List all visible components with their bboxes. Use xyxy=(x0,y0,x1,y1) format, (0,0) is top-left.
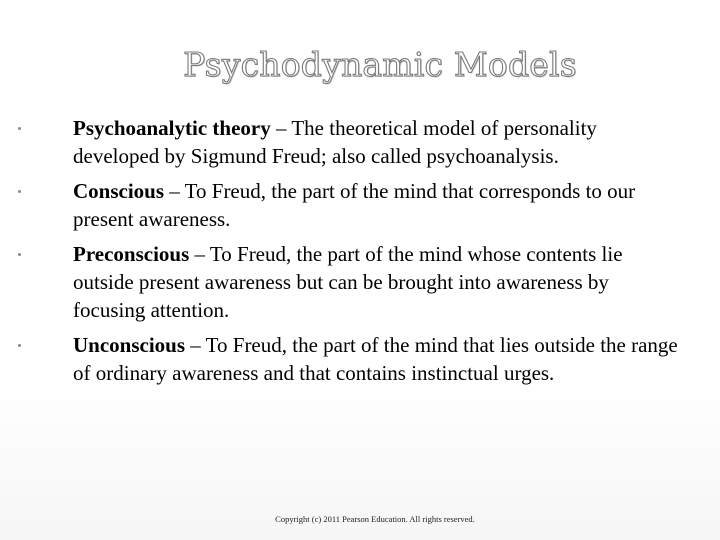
copyright-footer: Copyright (c) 2011 Pearson Education. All rights reserved. xyxy=(275,514,475,524)
bullet-marker-icon xyxy=(18,190,21,193)
bullet-term: Psychoanalytic theory xyxy=(73,116,271,140)
bullet-item-unconscious xyxy=(0,331,720,388)
bullet-marker-icon xyxy=(18,344,21,347)
slide-title: Psychodynamic Models xyxy=(183,45,577,84)
bullet-definition: – To Freud, the part of the mind that corresponds to our present awareness. xyxy=(73,178,636,232)
bullet-term: Preconscious xyxy=(73,241,190,266)
bullet-definition: – To Freud, the part of the mind that lies outside the range of ordinary awareness and that contains instinctual urges. xyxy=(73,332,678,386)
bullet-item-conscious xyxy=(0,177,720,234)
bullet-definition: – The theoretical model of personality developed by Sigmund Freud; also called psychoanalysis. xyxy=(73,116,597,169)
bullet-item-psychoanalytic-theory xyxy=(0,114,720,171)
bullet-definition: – To Freud, the part of the mind whose contents lie outside present awareness but can be brought into awareness by focusing attention. xyxy=(73,241,623,323)
bullet-marker-icon xyxy=(18,127,21,130)
bullet-marker-icon xyxy=(18,253,21,256)
bullet-term: Conscious xyxy=(73,178,165,203)
bullet-term: Unconscious xyxy=(73,332,186,357)
bullet-item-preconscious xyxy=(0,240,720,325)
bullet-list xyxy=(0,114,720,394)
